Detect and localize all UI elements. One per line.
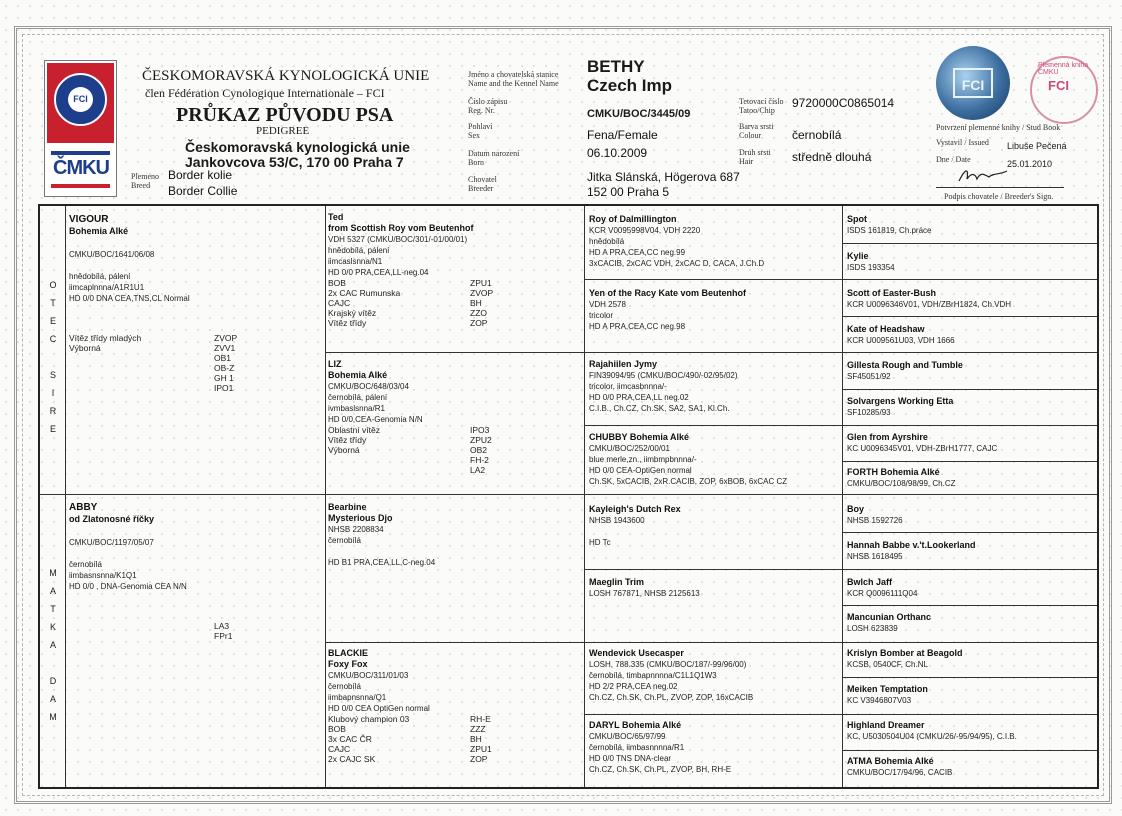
title-label [328,455,470,465]
gen4-detail-line: LOSH 623839 [847,624,898,633]
gen3-name: Maeglin Trim [589,577,645,587]
title-row [328,435,578,445]
document-title: PRŮKAZ PŮVODU PSA [176,104,394,126]
issuer-name: Českomoravská kynologická unie [185,139,410,155]
title-code: LA3 [214,621,230,631]
sex-value: Fena/Female [587,128,658,142]
gen4-cell [847,324,1097,346]
title-code: IPO3 [470,425,490,435]
side-letter [48,352,58,370]
side-letter: O [49,280,57,290]
title-label: 2x CAC Rumunska [328,288,401,298]
gen4-cell [847,288,1097,310]
gen4-name: Krislyn Bomber at Beagold [847,648,963,658]
gen4-cell [847,396,1097,418]
stud-book-stamp: Plemenná kniha ČMKU FCI [1030,56,1098,124]
gen2-name: Bearbine [328,502,367,512]
gen3-cell [589,720,841,775]
gen3-name: CHUBBY Bohemia Alké [589,432,690,442]
title-row [69,363,269,373]
title-code: ZZO [470,308,487,318]
stud-book-label: Potvrzení plemenné knihy / Stud Book [936,123,1061,132]
title-code: ZOP [470,318,488,328]
title-label: Výborná [328,445,360,455]
title-row [328,308,578,318]
gen4-name: ATMA Bohemia Alké [847,756,934,766]
gen3-detail-line: Ch.CZ, Ch.SK, Ch.PL, ZVOP, ZOP, 16xCACIB [589,693,754,702]
gen3-cell [589,504,841,548]
cmku-emblem-icon: ČMKU [47,147,114,192]
title-row [328,298,578,308]
gen4-cell [847,756,1097,778]
colour-value: černobílá [792,128,842,142]
sire-kennel: Bohemia Alké [69,226,129,236]
title-code: BH [470,734,482,744]
title-code: ZPU1 [470,744,492,754]
gen3-detail-line: tricolor [589,311,614,320]
sire-detail-line: hnědobílá, pálení [69,272,131,281]
sign-label: Podpis chovatele / Breeder's Sign. [944,192,1054,201]
gen4-cell [847,684,1097,706]
side-letter: A [49,586,56,596]
gen4-cell [847,577,1097,599]
dam-detail-line: CMKU/BOC/1197/05/07 [69,538,154,547]
title-label: BOB [328,278,346,288]
side-letter: E [49,316,56,326]
gen2-name: Ted [328,212,344,222]
gen2-kennel: Mysterious Djo [328,513,393,523]
gen4-detail-line: SF45051/92 [847,372,891,381]
fci-cmku-logo [44,60,117,197]
title-label: 3x CAC ČR [328,734,372,744]
title-label: CAJC [328,298,351,308]
dog-name: BETHY [587,57,645,76]
gen3-detail-line: 3xCACIB, 2xCAC VDH, 2xCAC D, CACA, J.Ch.D [589,259,765,268]
gen2-name: BLACKIE [328,648,368,658]
breed-cz: Border kolie [168,168,233,182]
title-label: Oblastní vítěz [328,425,380,435]
side-letter: E [49,424,56,434]
side-letter: T [50,298,56,308]
title-code: GH 1 [214,373,234,383]
dam-cell [69,502,319,592]
title-code: ZVOP [470,288,494,298]
date-value: 25.01.2010 [1007,159,1053,169]
gen3-detail-line: CMKU/BOC/65/97/99 [589,732,666,741]
gen4-cell [847,720,1097,742]
gen3-detail-line: Ch.SK, 5xCACIB, 2xR.CACIB, ZOP, 6xBOB, 6xCAC CZ [589,477,788,486]
gen3-name: Yen of the Racy Kate vom Beutenhof [589,288,747,298]
gen4-detail-line: SF10285/93 [847,408,891,417]
hologram-icon: FCI [936,46,1010,120]
gen2-detail-line: HD 0/0 CEA OptiGen normal [328,704,430,713]
dog-kennel: Czech Imp [587,76,673,95]
title-row [69,373,269,383]
reg-number: CMKU/BOC/3445/09 [587,108,691,120]
sire-cell [69,214,319,304]
date-label: Dne / Date [936,155,971,164]
title-code: FPr1 [214,631,233,641]
gen3-name: Roy of Dalmillington [589,214,677,224]
title-label [69,353,214,363]
side-letter: K [49,622,56,632]
gen3-detail-line: hnědobílá [589,237,625,246]
gen4-detail-line: KCR U009561U03, VDH 1666 [847,336,955,345]
gen2-kennel: Foxy Fox [328,659,368,669]
gen4-cell [847,467,1097,489]
gen3-detail-line: blue merle,zn., iimbmpbnnna/- [589,455,697,464]
title-label [69,363,214,373]
title-code: OB-Z [214,363,235,373]
gen4-name: Kate of Headshaw [847,324,925,334]
gen4-detail-line: ISDS 193354 [847,263,895,272]
dam-detail-line: iimbasnsnna/K1Q1 [69,571,137,580]
breed-en: Border Collie [168,184,238,198]
gen3-detail-line: HD 2/2 PRA,CEA neg.02 [589,682,678,691]
gen3-detail-line: FIN39094/95 (CMKU/BOC/490/-02/95/02) [589,371,738,380]
title-code: ZVV1 [214,343,236,353]
issued-label: Vystavil / Issued [936,138,989,147]
gen4-cell [847,504,1097,526]
title-row [328,734,578,744]
gen2-cell [328,648,578,764]
title-row [69,631,269,641]
gen3-detail-line: CMKU/BOC/252/00/01 [589,444,670,453]
colour-label: Barva srsti Colour [739,122,774,140]
gen2-kennel: Bohemia Alké [328,370,388,380]
gen4-detail-line: KC V3946807V03 [847,696,912,705]
gen3-name: Rajahiilen Jymy [589,359,658,369]
breed-label: Plemeno Breed [131,172,159,190]
gen3-cell [589,359,841,414]
title-row [328,714,578,724]
title-row [328,278,578,288]
reg-label: Číslo zápisu Reg. Nr. [468,97,508,115]
gen4-cell [847,214,1097,236]
gen4-name: Spot [847,214,867,224]
gen4-name: Scott of Easter-Bush [847,288,937,298]
title-label: BOB [328,724,346,734]
gen2-detail-line: hnědobílá, pálení [328,246,390,255]
gen2-detail-line: černobílá [328,536,361,545]
title-label: CAJC [328,744,351,754]
gen4-detail-line: NHSB 1592726 [847,516,903,525]
sex-label: Pohlaví Sex [468,122,493,140]
gen3-cell [589,648,841,703]
breeder-signature [955,165,1015,187]
gen4-cell [847,432,1097,454]
breeder-line1: Jitka Slánská, Högerova 687 [587,170,740,184]
side-letter: S [49,370,56,380]
gen2-detail-line: CMKU/BOC/648/03/04 [328,382,409,391]
gen2-detail-line: NHSB 2208834 [328,525,384,534]
gen4-name: Boy [847,504,865,514]
title-label: Klubový champion 03 [328,714,410,724]
title-code: LA2 [470,465,486,475]
gen3-detail-line: černobílá, timbapnnnna/C1L1Q1W3 [589,671,717,680]
title-row [328,445,578,455]
gen2-kennel: from Scottish Roy vom Beutenhof [328,223,474,233]
gen4-name: Bwlch Jaff [847,577,893,587]
issued-value: Libuše Pečená [1007,141,1067,151]
sire-name: VIGOUR [69,214,109,225]
gen2-detail-line: černobílá [328,682,361,691]
title-row [328,465,578,475]
title-row [328,318,578,328]
gen3-detail-line: HD A PRA,CEA,CC neg.98 [589,322,686,331]
gen3-detail-line: LOSH, 788.335 (CMKU/BOC/187/-99/96/00) [589,660,747,669]
born-value: 06.10.2009 [587,146,648,160]
title-label: Vítěz třídy [328,318,367,328]
gen3-detail-line: HD Tc [589,538,611,547]
title-code: RH-E [470,714,491,724]
title-row [69,621,269,631]
title-code: BH [470,298,482,308]
document-subtitle: PEDIGREE [256,125,310,137]
gen4-detail-line: CMKU/BOC/17/94/96, CACIB [847,768,953,777]
issuer-address: Jankovcova 53/C, 170 00 Praha 7 [185,154,404,170]
gen4-cell [847,540,1097,562]
chip-label: Tetovací číslo Tatoo/Chip [739,97,784,115]
hair-label: Druh srsti Hair [739,148,771,166]
gen3-cell [589,577,841,599]
gen2-cell [328,212,578,328]
dam-detail-line [69,548,319,559]
gen4-name: Hannah Babbe v.'t.Lookerland [847,540,976,550]
gen3-detail-line: VDH 2578 [589,300,626,309]
gen3-name: Kayleigh's Dutch Rex [589,504,681,514]
title-label [328,465,470,475]
breeder-line2: 152 00 Praha 5 [587,185,670,199]
sire-detail-line: CMKU/BOC/1641/06/08 [69,250,155,259]
gen3-detail-line: LOSH 767871, NHSB 2125613 [589,589,700,598]
gen2-detail-line [328,546,578,557]
title-code: ZPU1 [470,278,492,288]
gen4-detail-line: CMKU/BOC/108/98/99, Ch.CZ [847,479,956,488]
gen4-cell [847,251,1097,273]
side-letter: T [50,604,56,614]
dam-detail-line: HD 0/0 , DNA-Genomia CEA N/N [69,582,187,591]
gen2-titles [328,425,578,475]
title-row [69,343,269,353]
title-label [69,373,214,383]
hair-value: středně dlouhá [792,150,872,164]
gen3-detail-line: tricolor, iimcasbnnna/- [589,382,667,391]
title-row [328,425,578,435]
title-code: ZOP [470,754,488,764]
gen4-cell [847,648,1097,670]
dam-titles [69,621,269,641]
title-row [69,383,269,393]
gen4-name: Meiken Temptation [847,684,928,694]
title-code: IPO1 [214,383,234,393]
title-row [328,754,578,764]
side-letter: A [49,694,56,704]
gen3-name: DARYL Bohemia Alké [589,720,682,730]
title-code: ZZZ [470,724,486,734]
gen2-detail-line: VDH 5327 (CMKU/BOC/301/-01/00/01) [328,235,468,244]
gen3-cell [589,432,841,487]
gen3-cell [589,214,841,269]
gen2-cell [328,502,578,568]
gen3-cell [589,288,841,332]
gen3-detail-line: HD A PRA,CEA,CC neg.99 [589,248,686,257]
gen2-detail-line: CMKU/BOC/311/01/03 [328,671,409,680]
gen3-detail-line: černobílá, iimbasnnnna/R1 [589,743,685,752]
title-code: ZPU2 [470,435,492,445]
gen2-titles [328,278,578,328]
gen4-detail-line: KC U0096345V01, VDH-ZBrH1777, CAJC [847,444,998,453]
sire-titles [69,333,269,393]
side-letter: C [49,334,57,344]
side-letter: M [49,712,57,722]
title-row [328,744,578,754]
signature-line [936,187,1064,188]
title-label [69,383,214,393]
gen4-name: Gillesta Rough and Tumble [847,360,963,370]
title-row [328,724,578,734]
gen2-detail-line: HD B1 PRA,CEA,LL,C-neg.04 [328,558,436,567]
side-letter: D [49,676,57,686]
title-label: Výborná [69,343,101,353]
title-label: Vítěz třídy mladých [69,333,142,343]
gen2-detail-line: iimbapnsnna/Q1 [328,693,387,702]
sire-detail-line: iimcaplnnna/A1R1U1 [69,283,145,292]
title-label [69,621,214,631]
side-letter: A [49,640,56,650]
title-label: Krajský vítěz [328,308,377,318]
gen4-name: Solvargens Working Etta [847,396,954,406]
title-row [69,333,269,343]
gen2-detail-line: iimcaslsnna/N1 [328,257,383,266]
gen3-detail-line: KCR V0095998V04, VDH 2220 [589,226,701,235]
sire-detail-line: HD 0/0 DNA CEA,TNS,CL Normal [69,294,190,303]
gen4-cell [847,360,1097,382]
side-letter: R [49,406,57,416]
gen4-detail-line: KCSB, 0540CF, Ch.NL [847,660,928,669]
org-title: ČESKOMORAVSKÁ KYNOLOGICKÁ UNIE [142,68,430,84]
gen3-name: Wendevick Usecasper [589,648,684,658]
gen3-detail-line: C.I.B., Ch.CZ, Ch.SK, SA2, SA1, Kl.Ch. [589,404,730,413]
title-label: Vítěz třídy [328,435,367,445]
title-code: ZVOP [214,333,238,343]
gen4-detail-line: KC, U5030504U04 (CMKU/26/-95/94/95), C.I.B. [847,732,1017,741]
dam-name: ABBY [69,502,98,513]
gen2-detail-line: černobílá, pálení [328,393,388,402]
title-code: OB2 [470,445,488,455]
gen3-detail-line: NHSB 1943600 [589,516,645,525]
gen2-detail-line: HD 0/0,CEA-Genomia N/N [328,415,423,424]
born-label: Datum narození Born [468,149,520,167]
gen4-detail-line: ISDS 161819, Ch.práce [847,226,932,235]
sire-side-label [48,280,58,442]
gen4-detail-line: NHSB 1618495 [847,552,903,561]
gen2-detail-line: ivmbaslsnna/R1 [328,404,385,413]
gen2-titles [328,714,578,764]
title-row [328,455,578,465]
gen4-name: Kylie [847,251,869,261]
fci-emblem-icon: FCI [54,73,107,126]
gen4-detail-line: KCR U0096346V01, VDH/ZBrH1824, Ch.VDH [847,300,1012,309]
gen2-name: LIZ [328,359,342,369]
title-row [328,288,578,298]
gen2-detail-line: HD 0/0 PRA,CEA,LL-neg.04 [328,268,429,277]
breeder-label: Chovatel Breeder [468,175,497,193]
gen3-detail-line: HD 0/0 PRA,CEA,LL neg.02 [589,393,689,402]
dam-detail-line: černobílá [69,560,102,569]
gen4-name: Highland Dreamer [847,720,925,730]
gen4-cell [847,612,1097,634]
gen3-detail-line: HD 0/0 CEA-OptiGen normal [589,466,692,475]
title-label: 2x CAJC SK [328,754,376,764]
gen4-name: Mancunian Orthanc [847,612,932,622]
gen2-cell [328,359,578,475]
gen4-detail-line: KCR Q0096111Q04 [847,589,918,598]
gen3-detail-line: Ch.CZ, Ch.SK, Ch.PL, ZVOP, BH, RH-E [589,765,732,774]
title-code: OB1 [214,353,232,363]
dam-side-label [48,568,58,730]
org-subtitle: člen Fédération Cynologique Internationale – FCI [145,86,385,100]
gen4-name: Glen from Ayrshire [847,432,928,442]
gen4-name: FORTH Bohemia Alké [847,467,940,477]
sire-detail-line [69,260,319,271]
side-letter [48,658,58,676]
side-letter: I [51,388,55,398]
title-row [69,353,269,363]
name-label: Jméno a chovatelská stanice Name and the Kennel Name [468,70,559,88]
title-code: FH-2 [470,455,489,465]
title-label [69,631,214,641]
dam-kennel: od Zlatonosné říčky [69,514,155,524]
gen3-detail-line [589,526,841,537]
chip-value: 9720000C0865014 [792,96,895,110]
gen3-detail-line: HD 0/0 TNS DNA-clear [589,754,672,763]
side-letter: M [49,568,57,578]
